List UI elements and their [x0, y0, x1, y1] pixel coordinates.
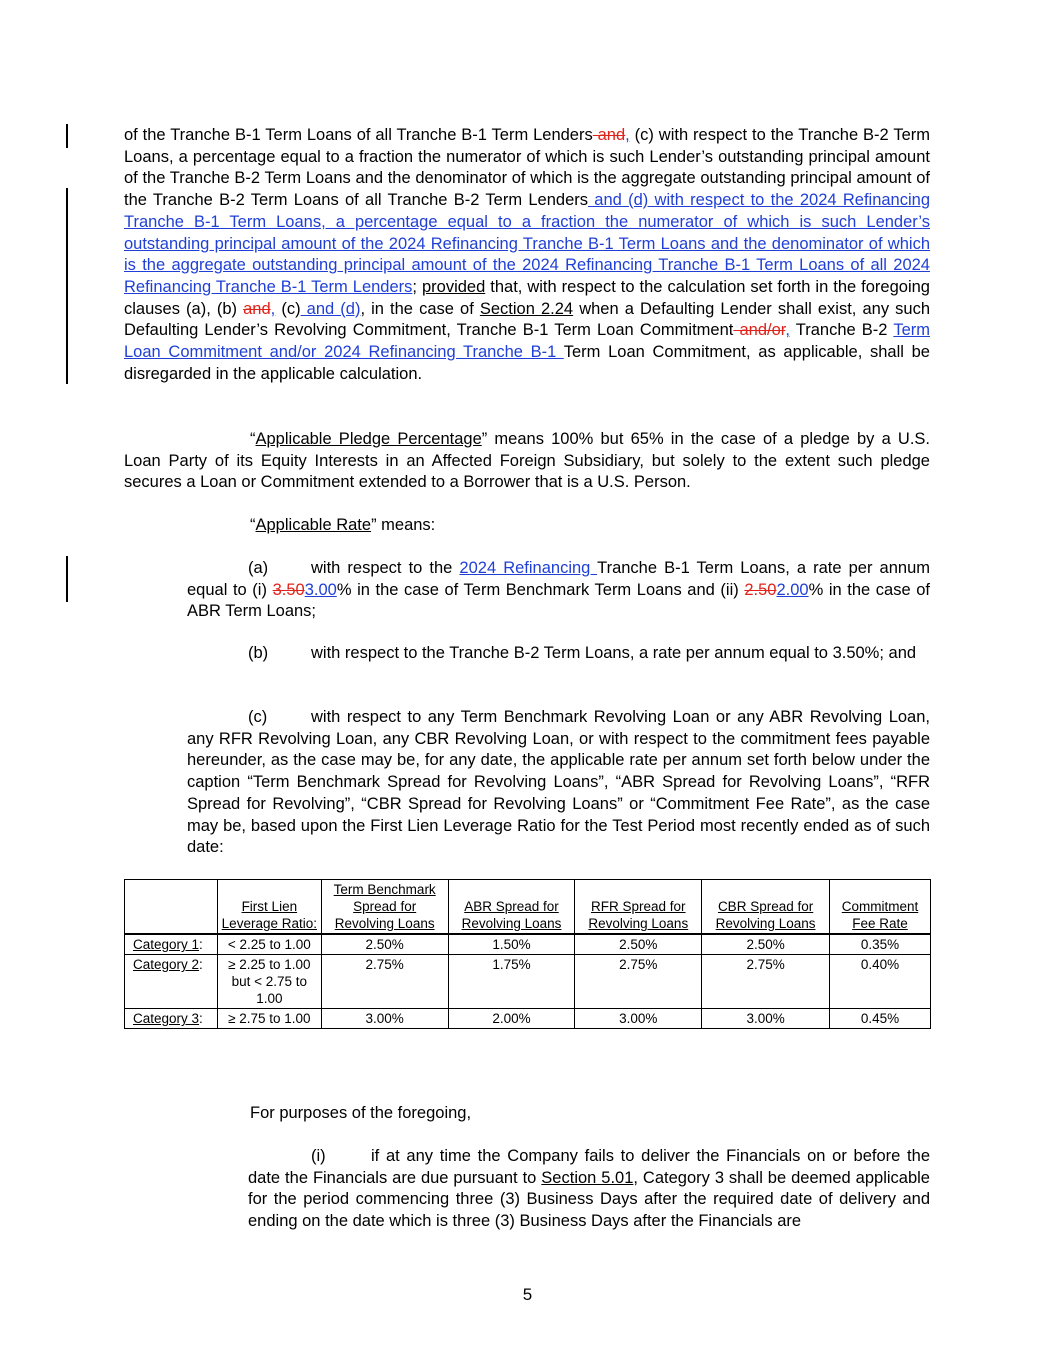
change-bar — [66, 556, 68, 602]
table-header: Commitment Fee Rate — [829, 880, 930, 935]
section-reference: Section 2.24 — [479, 299, 574, 318]
deleted-text: 2.50 — [744, 580, 777, 599]
table-cell: 1.50% — [448, 934, 575, 955]
deleted-text: and — [243, 299, 271, 318]
section-reference: Section 5.01 — [541, 1168, 634, 1187]
table-cell: 0.35% — [829, 934, 930, 955]
table-cell: 3.00% — [321, 1009, 448, 1029]
clause-b: (b) with respect to the Tranche B-2 Term Loans, a rate per annum equal to 3.50%; and — [187, 643, 930, 665]
ratio-cell: < 2.25 to 1.00 — [217, 934, 321, 955]
table-header-row — [125, 880, 931, 935]
change-bar — [66, 124, 68, 148]
page-number: 5 — [522, 1285, 533, 1304]
table-cell: 3.00% — [575, 1009, 702, 1029]
ratio-cell: ≥ 2.75 to 1.00 — [217, 1009, 321, 1029]
inserted-text: , — [785, 321, 790, 340]
table-cell: 2.50% — [702, 934, 830, 955]
applicable-pledge-percentage-definition: “Applicable Pledge Percentage” means 100% but 65% in the case of a pledge by a U.S. Loan Party of its Equity Interests in an Affected Foreign Subsidiary, but solely to the extent such pledge secures a Loan or Commitment extended to a Borrower that is a U.S. Person. — [124, 430, 931, 492]
defined-term: Applicable Rate — [255, 516, 372, 534]
category-cell: Category 1: — [125, 934, 218, 955]
provided-term: provided — [421, 277, 486, 296]
definition-continuation-paragraph: of the Tranche B-1 Term Loans of all Tranche B-1 Term Lenders and, (c) with respect to the Tranche B-2 Term Loans, a percentage equal to a fraction the numerator of which is such Lender’s outstanding principal amount of the Tranche B-2 Term Loans and the denominator of which is the aggregate outstanding principal amount of the Tranche B-2 Term Loans of all Tranche B-2 Term Lenders and (d) with respect to the 2024 Refinancing Tranche B-1 Term Loans, a percentage equal to a fraction the numerator of which is such Lender’s outstanding principal amount of the 2024 Refinancing Tranche B-1 Term Loans and the denominator of which is the aggregate outstanding principal amount of the 2024 Refinancing Tranche B-1 Term Loans of all 2024 Refinancing Tranche B-1 Term Lenders; provided that, with respect to the calculation set forth in the foregoing clauses (a), (b) and, (c) and (d), in the case of Section 2.24 when a Defaulting Lender shall exist, any such Defaulting Lender’s Revolving Commitment, Tranche B-1 Term Loan Commitment and/or, Tranche B-2 Term Loan Commitment and/or 2024 Refinancing Tranche B-1 Term Loan Commitment, as applicable, shall be disregarded in the applicable calculation. — [124, 126, 931, 383]
inserted-text: , — [270, 299, 276, 318]
deleted-text: and/or — [733, 321, 786, 340]
pricing-grid-table — [124, 879, 931, 1029]
category-cell: Category 3: — [125, 1009, 218, 1029]
table-cell: 1.75% — [448, 955, 575, 1009]
inserted-text: and (d) — [300, 299, 361, 318]
table-cell: 0.40% — [829, 955, 930, 1009]
defined-term: Applicable Pledge Percentage — [255, 430, 482, 448]
table-cell: 2.50% — [575, 934, 702, 955]
table-cell: 2.00% — [448, 1009, 575, 1029]
clause-label: (i) — [311, 1147, 326, 1165]
table-cell: 2.50% — [321, 934, 448, 955]
table-cell: 2.75% — [702, 955, 830, 1009]
clause-label: (b) — [248, 644, 269, 662]
table-header: Term Benchmark Spread for Revolving Loans — [321, 880, 448, 935]
inserted-text: 2.00 — [776, 580, 809, 599]
table-header: ABR Spread for Revolving Loans — [448, 880, 575, 935]
inserted-text: , — [625, 126, 630, 144]
table-cell: 2.75% — [575, 955, 702, 1009]
clause-label: (a) — [248, 559, 269, 577]
applicable-rate-definition: “Applicable Rate” means: — [250, 516, 436, 534]
table-cell: 3.00% — [702, 1009, 830, 1029]
ratio-cell: ≥ 2.25 to 1.00 but < 2.75 to 1.00 — [217, 955, 321, 1009]
deleted-text: 3.50 — [272, 580, 305, 599]
table-row — [125, 1009, 931, 1029]
clause-a: (a) with respect to the 2024 Refinancing Tranche B-1 Term Loans, a rate per annum equal to (i) 3.503.00% in the case of Term Benchmark Term Loans and (ii) 2.502.00% in the case of ABR Term Loans; — [187, 559, 931, 621]
clause-c: (c) with respect to any Term Benchmark Revolving Loan or any ABR Revolving Loan, any RFR Revolving Loan, any CBR Revolving Loan, or with respect to the commitment fees payable hereunder, as the case may be, for any date, the applicable rate per annum set forth below under the caption “Term Benchmark Spread for Revolving Loans”, “ABR Spread for Revolving Loans”, “RFR Spread for Revolving”, “CBR Spread for Revolving Loans” or “Commitment Fee Rate”, as the case may be, based upon the First Lien Leverage Ratio for the Test Period most recently ended as of such date: — [187, 708, 930, 857]
table-header: CBR Spread for Revolving Loans — [702, 880, 830, 935]
for-purposes-paragraph: For purposes of the foregoing, — [250, 1104, 472, 1122]
inserted-text: 2024 Refinancing — [459, 559, 598, 577]
deleted-text: and — [592, 126, 626, 144]
clause-label: (c) — [248, 708, 268, 726]
change-bar — [66, 188, 68, 384]
table-header: RFR Spread for Revolving Loans — [575, 880, 702, 935]
table-row — [125, 934, 931, 955]
table-cell: 2.75% — [321, 955, 448, 1009]
table-cell: 0.45% — [829, 1009, 930, 1029]
inserted-text: 3.00 — [304, 580, 337, 599]
table-header: First Lien Leverage Ratio: — [217, 880, 321, 935]
clause-i: (i) if at any time the Company fails to deliver the Financials on or before the date the Financials are due pursuant to Section 5.01, Category 3 shall be deemed applicable for the period commencing three (3) Business Days after the required date of delivery and ending on the date which is three (3) Business Days after the Financials are — [248, 1147, 930, 1231]
table-row — [125, 955, 931, 1009]
inserted-text: and (d) with respect to the 2024 Refinancing Tranche B-1 Term Loans, a percentage equal to a fraction the numerator of which is such Lender’s outstanding principal amount of the 2024 Refinancing Tranche B-1 Term Loans and the denominator of which is the aggregate outstanding principal amount of the 2024 Refinancing Tranche B-1 Term Loans of all 2024 Refinancing Tranche B-1 Term Lenders — [124, 191, 930, 296]
category-cell: Category 2: — [125, 955, 218, 1009]
table-header — [125, 880, 218, 935]
inserted-text: Term Loan Commitment and/or 2024 Refinancing Tranche B-1 — [124, 321, 930, 362]
